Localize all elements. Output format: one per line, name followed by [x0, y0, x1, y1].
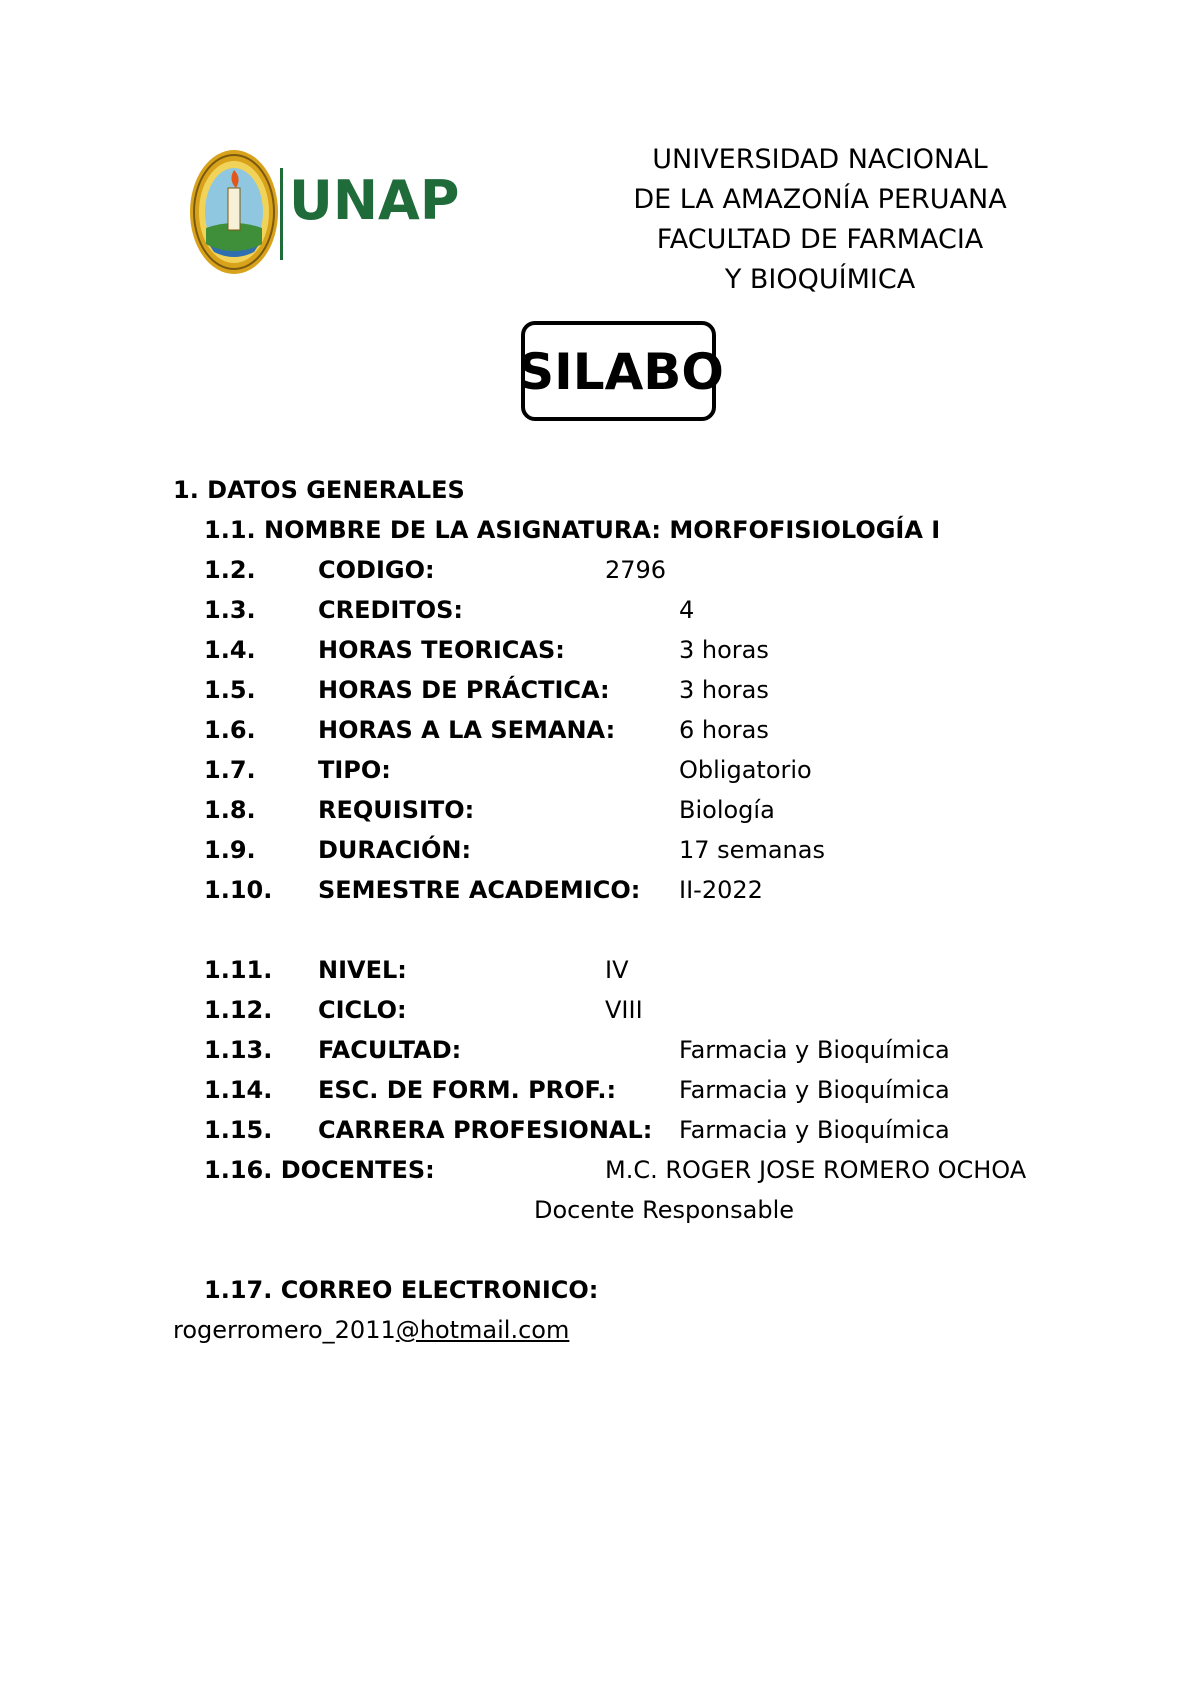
item-value: Farmacia y Bioquímica — [679, 1036, 950, 1064]
item-value: 4 — [679, 596, 695, 624]
header-line-1: UNIVERSIDAD NACIONAL — [652, 144, 988, 175]
item-number: 1.4. — [204, 636, 256, 664]
email-label: 1.17. CORREO ELECTRONICO: — [204, 1276, 599, 1304]
item-label: CARRERA PROFESIONAL: — [318, 1116, 653, 1144]
item-label: ESC. DE FORM. PROF.: — [318, 1076, 617, 1104]
item-number: 1.12. — [204, 996, 273, 1024]
item-label: REQUISITO: — [318, 796, 475, 824]
item-label: HORAS DE PRÁCTICA: — [318, 676, 610, 704]
unap-logo — [188, 148, 458, 280]
email-domain-link[interactable]: @hotmail.com — [395, 1316, 570, 1344]
item-label: CREDITOS: — [318, 596, 463, 624]
item-number: 1.2. — [204, 556, 256, 584]
item-number: 1.15. — [204, 1116, 273, 1144]
logo-divider — [280, 168, 283, 260]
item-number: 1.13. — [204, 1036, 273, 1064]
item-number: 1.10. — [204, 876, 273, 904]
item-number: 1.11. — [204, 956, 273, 984]
docentes-role: Docente Responsable — [534, 1196, 795, 1224]
item-value: Biología — [679, 796, 775, 824]
item-value: 6 horas — [679, 716, 769, 744]
item-label: DURACIÓN: — [318, 836, 472, 864]
email-user: rogerromero_2011 — [173, 1316, 396, 1344]
item-value: VIII — [605, 996, 643, 1024]
item-value: 3 horas — [679, 636, 769, 664]
item-number: 1.3. — [204, 596, 256, 624]
item-value: IV — [605, 956, 629, 984]
item-number: 1.7. — [204, 756, 256, 784]
item-value: Obligatorio — [679, 756, 812, 784]
header-line-2: DE LA AMAZONÍA PERUANA — [633, 184, 1007, 215]
logo-wordmark: UNAP — [289, 169, 460, 232]
item-value: II-2022 — [679, 876, 763, 904]
subject-line: 1.1. NOMBRE DE LA ASIGNATURA: MORFOFISIOLOGÍA I — [204, 516, 941, 544]
item-label: NIVEL: — [318, 956, 407, 984]
header-line-4: Y BIOQUÍMICA — [724, 264, 916, 295]
item-label: CODIGO: — [318, 556, 435, 584]
item-value: 17 semanas — [679, 836, 825, 864]
item-label: CICLO: — [318, 996, 407, 1024]
university-header — [600, 140, 1040, 300]
docentes-value: M.C. ROGER JOSE ROMERO OCHOA — [605, 1156, 1027, 1184]
item-label: HORAS TEORICAS: — [318, 636, 565, 664]
docentes-label: 1.16. DOCENTES: — [204, 1156, 435, 1184]
item-label: HORAS A LA SEMANA: — [318, 716, 616, 744]
item-number: 1.14. — [204, 1076, 273, 1104]
item-number: 1.5. — [204, 676, 256, 704]
item-number: 1.6. — [204, 716, 256, 744]
university-seal-icon — [188, 148, 280, 276]
item-number: 1.8. — [204, 796, 256, 824]
item-number: 1.9. — [204, 836, 256, 864]
item-value: Farmacia y Bioquímica — [679, 1116, 950, 1144]
page-title: SILABO — [518, 343, 724, 401]
header-line-3: FACULTAD DE FARMACIA — [656, 224, 984, 255]
section-heading: 1. DATOS GENERALES — [173, 476, 465, 504]
item-value: Farmacia y Bioquímica — [679, 1076, 950, 1104]
item-label: SEMESTRE ACADEMICO: — [318, 876, 641, 904]
item-label: TIPO: — [318, 756, 391, 784]
email-address[interactable] — [173, 1315, 569, 1345]
item-value: 2796 — [605, 556, 667, 584]
item-value: 3 horas — [679, 676, 769, 704]
item-label: FACULTAD: — [318, 1036, 462, 1064]
